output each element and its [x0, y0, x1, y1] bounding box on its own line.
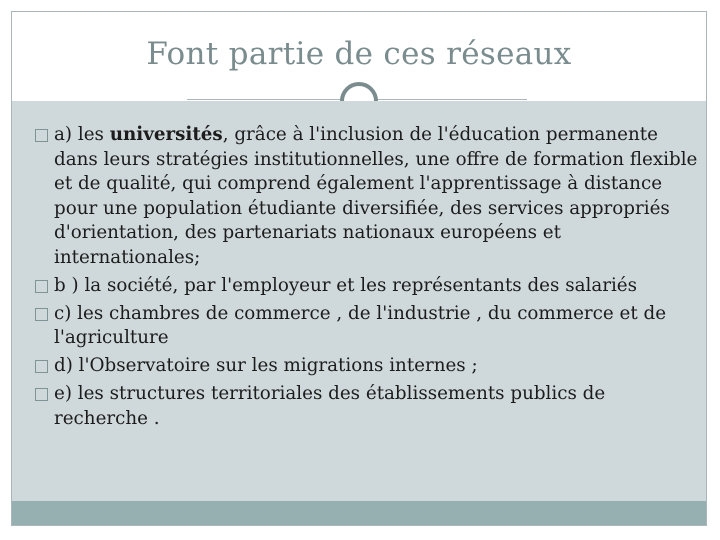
list-item-b [38, 274, 698, 299]
list-item-a [38, 123, 698, 270]
list-item-e [38, 382, 698, 431]
list-item-c [38, 302, 698, 351]
item-e-text: e) les structures territoriales des établissements publics de recherche . [54, 383, 606, 429]
item-b-text: b ) la société, par l'employeur et les représentants des salariés [54, 274, 638, 296]
content-area [12, 101, 706, 501]
slide-title: Font partie de ces réseaux [146, 36, 572, 72]
item-a-bold: universités [109, 124, 223, 145]
item-a-prefix: a) les [54, 124, 110, 145]
bottom-bar [12, 501, 706, 525]
square-bullet-icon [35, 308, 48, 321]
square-bullet-icon [35, 129, 48, 142]
slide-frame [11, 11, 707, 526]
square-bullet-icon [35, 388, 48, 401]
item-c-text: c) les chambres de commerce , de l'industrie , du commerce et de l'agriculture [54, 302, 667, 348]
square-bullet-icon [35, 280, 48, 293]
square-bullet-icon [35, 360, 48, 373]
title-area [12, 12, 706, 101]
item-a-text: , grâce à l'inclusion de l'éducation permanente dans leurs stratégies institutionnelles, une offre de formation flexible et de qualité, qui comprend également l'apprentissage à distance pour une population étudiante diversifiée, des services appropriés d'orientation, des partenariats nationaux européens et internationales; [54, 124, 698, 268]
bullet-list [38, 123, 698, 435]
list-item-d [38, 354, 698, 379]
item-d-text: d) l'Observatoire sur les migrations internes ; [54, 355, 478, 376]
